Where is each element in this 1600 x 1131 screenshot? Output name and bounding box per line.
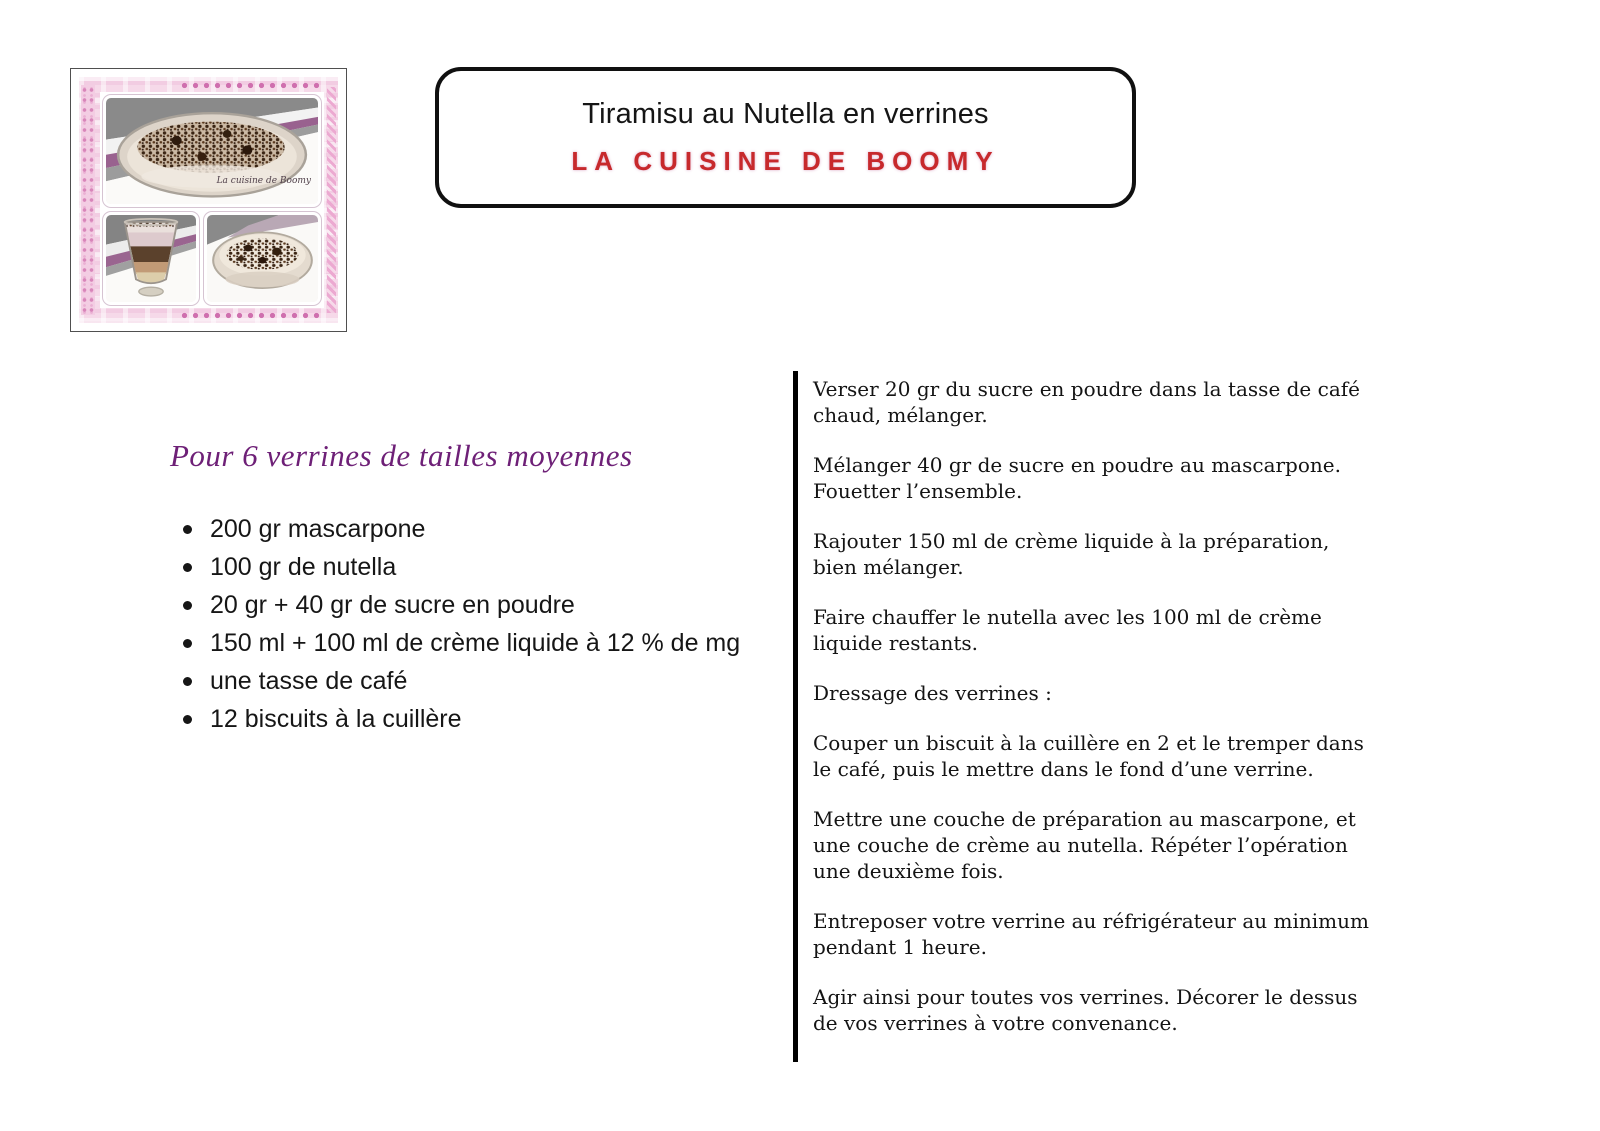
ingredient-item: 200 gr mascarpone [170,510,748,548]
watermark-text: La cuisine de Boomy [216,176,311,186]
bowl-illustration [207,215,318,302]
servings-heading: Pour 6 verrines de tailles moyennes [170,438,633,473]
title-box [435,67,1136,208]
instruction-paragraph: Rajouter 150 ml de crème liquide à la préparation, bien mélanger. [813,529,1330,579]
instruction-paragraph: Mélanger 40 gr de sucre en poudre au mascarpone. Fouetter l’ensemble. [813,453,1341,503]
photo-bowl-verrine [204,212,321,305]
lace-border-decoration [81,85,95,315]
top-motif-decoration [179,80,324,90]
ingredient-item: 20 gr + 40 gr de sucre en poudre [170,586,748,624]
instruction-paragraph: Faire chauffer le nutella avec les 100 ml de crème liquide restants. [813,605,1322,655]
collage-pink-frame [79,77,338,323]
instruction-paragraph: Verser 20 gr du sucre en poudre dans la tasse de café chaud, mélanger. [813,377,1360,427]
instruction-paragraph: Couper un biscuit à la cuillère en 2 et le tremper dans le café, puis le mettre dans le fond d’une verrine. [813,731,1364,781]
instruction-paragraph: Dressage des verrines : [813,681,1052,705]
ingredient-item: 12 biscuits à la cuillère [170,700,748,738]
ingredient-item: une tasse de café [170,662,748,700]
instruction-paragraph: Entreposer votre verrine au réfrigérateur au minimum pendant 1 heure. [813,909,1369,959]
photo-grid [100,92,324,308]
site-name: LA CUISINE DE BOOMY [571,146,1000,176]
instructions-section [793,371,1378,1062]
ingredients-section [170,438,770,738]
instruction-paragraph: Mettre une couche de préparation au mascarpone, et une couche de crème au nutella. Répéter l’opération une deuxième fois. [813,807,1356,883]
photo-layered-glass [103,212,199,305]
bottom-motif-decoration [179,310,324,320]
ingredients-list [170,510,748,738]
photo-verrine-top-view [103,95,321,207]
instruction-paragraph: Agir ainsi pour toutes vos verrines. Décorer le dessus de vos verrines à votre convenance. [813,985,1358,1035]
verrine-illustration [106,98,318,204]
recipe-photo-collage [70,68,347,332]
layered-glass-illustration [106,215,196,302]
ingredient-item: 100 gr de nutella [170,548,748,586]
ingredient-item: 150 ml + 100 ml de crème liquide à 12 % de mg [170,624,748,662]
recipe-title: Tiramisu au Nutella en verrines [582,98,989,130]
zigzag-border-decoration [327,87,336,313]
